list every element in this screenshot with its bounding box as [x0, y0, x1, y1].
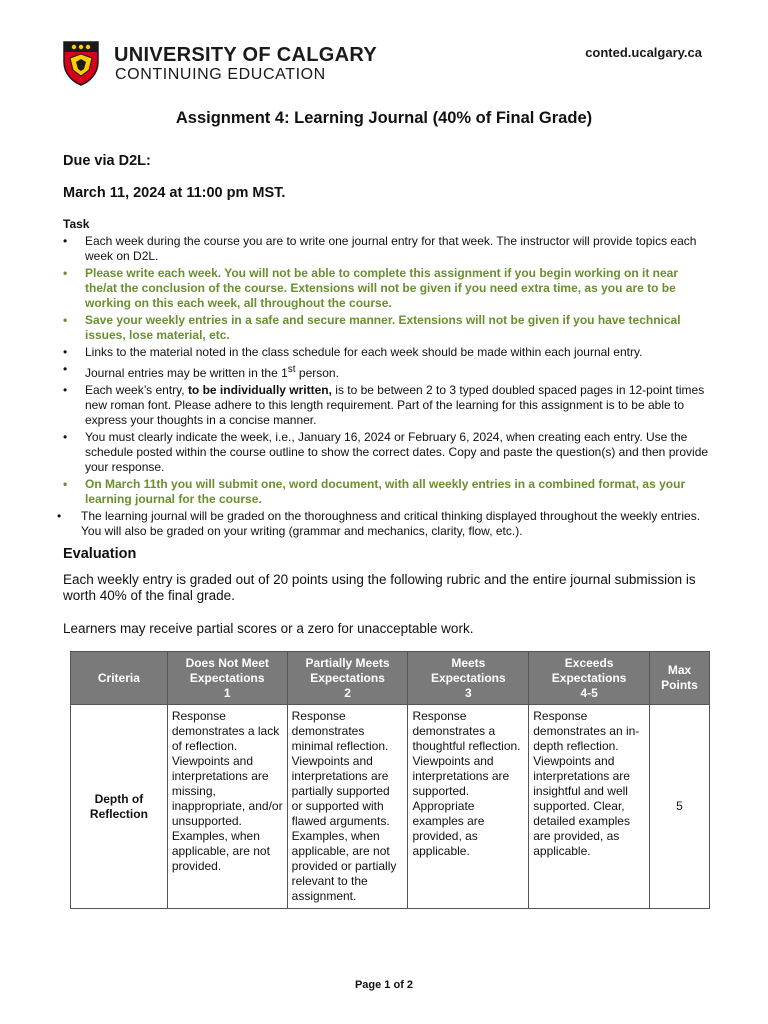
division-name: CONTINUING EDUCATION [115, 66, 326, 83]
rubric-table [70, 651, 710, 909]
evaluation-note: Learners may receive partial scores or a zero for unacceptable work. [63, 621, 474, 636]
exceeds-cell: Response demonstrates an in-depth reflection. Viewpoints and interpretations are insightful and well supported. Clear, detailed examples are provided, as applicable. [529, 705, 650, 909]
header-criteria: Criteria [71, 652, 168, 705]
due-date: March 11, 2024 at 11:00 pm MST. [63, 185, 286, 201]
header-meets: Meets Expectations 3 [408, 652, 529, 705]
evaluation-paragraph: Each weekly entry is graded out of 20 points using the following rubric and the entire journal submission is worth 40% of the final grade. [63, 572, 696, 603]
due-label: Due via D2L: [63, 153, 151, 169]
task-list [57, 234, 713, 541]
task-heading: Task [63, 217, 90, 231]
header-exceeds: Exceeds Expectations 4-5 [529, 652, 650, 705]
list-item: • On March 11th you will submit one, word document, with all weekly entries in a combined format, as your learning journal for the course. [63, 477, 686, 506]
table-header-row [71, 652, 710, 705]
header-does-not-meet: Does Not Meet Expectations 1 [167, 652, 287, 705]
list-item: • Save your weekly entries in a safe and secure manner. Extensions will not be given if you have technical issues, lose material, etc. [63, 313, 681, 342]
university-name: UNIVERSITY OF CALGARY [114, 44, 377, 66]
bullet-icon: • [63, 234, 68, 248]
bullet-icon: • [63, 362, 68, 376]
partially-meets-cell: Response demonstrates minimal reflection. Viewpoints and interpretations are partially supported or supported with flawed arguments. Examples, when applicable, are not provided or partially relevant to the assignment. [287, 705, 408, 909]
header-partially-meets: Partially Meets Expectations 2 [287, 652, 408, 705]
evaluation-heading: Evaluation [63, 546, 137, 562]
table-row [71, 705, 710, 909]
list-item: • The learning journal will be graded on the thoroughness and critical thinking displayed throughout the weekly entries. You will also be graded on your writing (grammar and mechanics, clarity, flow, etc.). [57, 509, 701, 538]
criteria-cell: Depth of Reflection [71, 705, 168, 909]
header-max-points: Max Points [650, 652, 710, 705]
website-url[interactable]: conted.ucalgary.ca [585, 45, 702, 60]
meets-cell: Response demonstrates a thoughtful reflection. Viewpoints and interpretations are supported. Appropriate examples are provided, as applicable. [408, 705, 529, 909]
list-item: • You must clearly indicate the week, i.e., January 16, 2024 or February 6, 2024, when creating each entry. Use the schedule posted within the course outline to show the correct dates. Copy and paste the question(s) and then provide your response. [63, 430, 709, 474]
list-item: • Each week during the course you are to write one journal entry for that week. The instructor will provide topics each week on D2L. [63, 234, 697, 263]
bullet-icon: • [57, 509, 62, 523]
list-item: • Please write each week. You will not be able to complete this assignment if you begin working on it near the/at the conclusion of the course. Extensions will not be given if you need extra time, as you are to be working on this each week, all throughout the course. [63, 266, 679, 310]
page-number: Page 1 of 2 [354, 979, 414, 991]
bullet-icon: • [63, 383, 68, 397]
bullet-icon: • [63, 313, 68, 327]
list-item: • Journal entries may be written in the 1st person. [63, 362, 339, 380]
university-crest-logo [62, 40, 100, 86]
bullet-icon: • [63, 266, 68, 280]
page-header [62, 40, 702, 88]
max-points-cell: 5 [650, 705, 710, 909]
does-not-meet-cell: Response demonstrates a lack of reflection. Viewpoints and interpretations are missing, inappropriate, and/or unsupported. Examples, when applicable, are not provided. [167, 705, 287, 909]
list-item: • Links to the material noted in the class schedule for each week should be made within each journal entry. [63, 345, 643, 359]
bullet-icon: • [63, 477, 68, 491]
bullet-icon: • [63, 345, 68, 359]
page-title: Assignment 4: Learning Journal (40% of Final Grade) [175, 109, 593, 127]
list-item: • Each week’s entry, to be individually written, is to be between 2 to 3 typed doubled spaced pages in 12-point times new roman font. Please adhere to this length requirement. Part of the learning for this assignment is to be able to express your thoughts in a concise manner. [63, 383, 705, 427]
bullet-icon: • [63, 430, 68, 444]
